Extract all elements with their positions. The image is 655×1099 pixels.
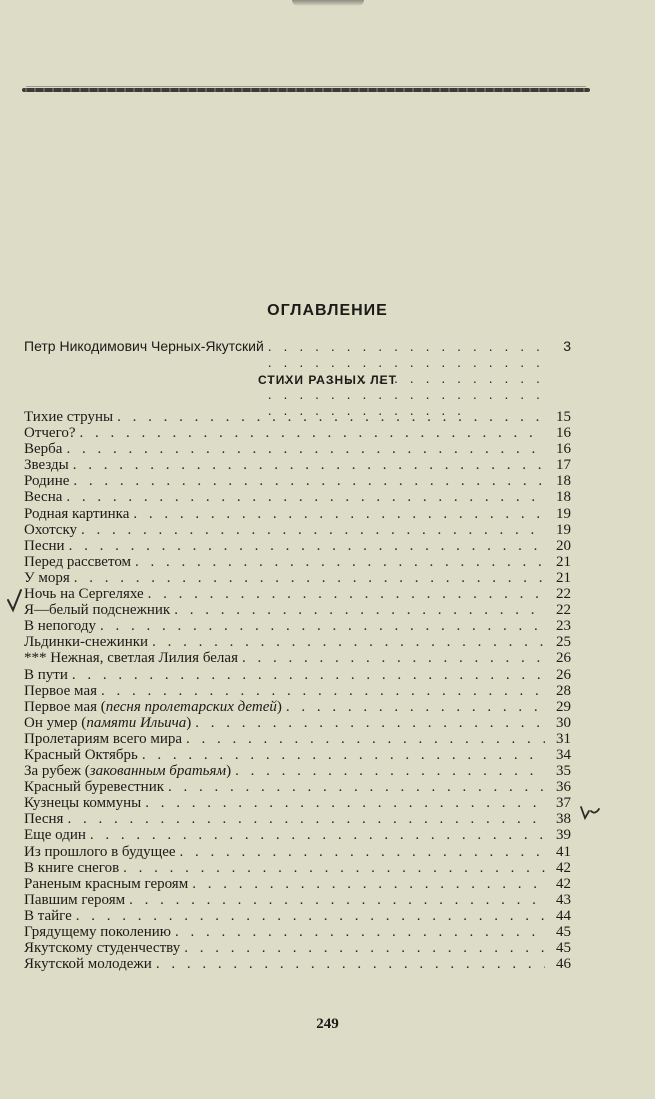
toc-entry-page: 31 <box>556 730 571 747</box>
toc-entry-title: Красный Октябрь <box>24 746 138 763</box>
dot-leader <box>235 763 545 779</box>
toc-entry-title: Он умер (памяти Ильича) <box>24 714 192 731</box>
dot-leader <box>135 554 545 570</box>
toc-entry-title: Охотску <box>24 521 78 538</box>
toc-entry <box>24 570 571 586</box>
dot-leader <box>73 473 545 489</box>
toc-entry-title: Родная картинка <box>24 505 130 522</box>
toc-entry-page: 19 <box>556 521 571 538</box>
dot-leader <box>145 795 545 811</box>
toc-entry <box>24 940 571 956</box>
dot-leader <box>73 457 545 473</box>
toc-list <box>24 409 571 972</box>
toc-entry-title: У моря <box>24 569 70 586</box>
toc-entry-title: В книге снегов <box>24 859 120 876</box>
dot-leader <box>186 731 545 747</box>
toc-entry-title: Раненым красным героям <box>24 875 189 892</box>
dot-leader <box>168 779 545 795</box>
toc-entry-page: 25 <box>556 634 571 651</box>
toc-entry-page: 39 <box>556 827 571 844</box>
toc-entry-page: 45 <box>556 924 571 940</box>
dot-leader <box>184 940 545 956</box>
toc-entry-title: Якутской молодежи <box>24 956 152 973</box>
toc-entry-page: 22 <box>556 586 571 603</box>
dot-leader <box>192 876 545 892</box>
toc-entry-title: Кузнецы коммуны <box>24 795 142 812</box>
dot-leader <box>123 860 545 876</box>
toc-entry-title: Я—белый подснежник <box>24 602 171 619</box>
toc-entry-title: Пролетариям всего мира <box>24 730 183 747</box>
dot-leader <box>81 522 545 538</box>
dot-leader <box>142 747 545 763</box>
toc-entry-page: 16 <box>556 441 571 458</box>
toc-entry-subtitle: закованным братьям <box>89 763 227 780</box>
toc-entry <box>24 779 571 795</box>
toc-entry-page: 37 <box>556 795 571 812</box>
toc-entry-title: Песни <box>24 537 65 554</box>
toc-entry <box>24 506 571 522</box>
toc-entry-page: 18 <box>556 473 571 490</box>
toc-entry-title: Из прошлого в будущее <box>24 843 176 860</box>
dot-leader <box>74 570 545 586</box>
toc-entry <box>24 489 571 505</box>
toc-entry-page: 28 <box>556 682 571 699</box>
dot-leader <box>90 827 545 843</box>
toc-entry <box>24 763 571 779</box>
rule-shadow <box>26 86 586 87</box>
toc-entry-page: 22 <box>556 602 571 619</box>
toc-entry-page: 45 <box>556 940 571 957</box>
toc-entry-page: 21 <box>556 569 571 586</box>
toc-entry-title: *** Нежная, светлая Лилия белая <box>24 650 238 667</box>
dot-leader <box>66 489 545 505</box>
toc-entry-title: Еще один <box>24 827 86 844</box>
dot-leader <box>148 586 545 602</box>
toc-entry-title: Ночь на Сергеляхе <box>24 586 144 603</box>
toc-entry <box>24 876 571 892</box>
dot-leader <box>242 650 545 666</box>
top-edge-smudge <box>292 0 364 6</box>
toc-entry-title: Звезды <box>24 457 69 474</box>
toc-entry <box>24 618 571 634</box>
toc-entry-page: 41 <box>556 843 571 860</box>
toc-heading: ОГЛАВЛЕНИЕ <box>267 302 388 319</box>
toc-entry-title: Первое мая (песня пролетарских детей) <box>24 698 282 715</box>
toc-entry-title: Льдинки-снежинки <box>24 634 149 651</box>
dot-leader <box>117 409 545 425</box>
toc-entry-page: 26 <box>556 666 571 683</box>
toc-entry-page: 16 <box>556 425 571 442</box>
dot-leader <box>72 667 545 683</box>
toc-entry-page: 44 <box>556 907 571 924</box>
toc-entry-title: Перед рассветом <box>24 553 132 570</box>
toc-entry-page: 43 <box>556 891 571 908</box>
dot-leader <box>175 924 545 940</box>
toc-entry-page: 17 <box>556 457 571 474</box>
toc-entry <box>24 699 571 715</box>
toc-entry-title: Грядущему поколению <box>24 924 171 940</box>
toc-entry <box>24 554 571 570</box>
dot-leader <box>66 441 545 457</box>
toc-entry-page: 19 <box>556 505 571 522</box>
toc-entry <box>24 586 571 602</box>
toc-entry <box>24 683 571 699</box>
page-number: 249 <box>316 1016 339 1032</box>
toc-entry <box>24 892 571 908</box>
dot-leader <box>76 908 545 924</box>
toc-entry-page: 38 <box>556 811 571 828</box>
toc-entry-title: Отчего? <box>24 425 76 442</box>
toc-entry-page: 29 <box>556 698 571 715</box>
toc-entry-title: Якутскому студенчеству <box>24 940 181 957</box>
toc-entry <box>24 795 571 811</box>
toc-entry-page: 46 <box>556 956 571 973</box>
toc-entry-page: 18 <box>556 489 571 506</box>
toc-entry <box>24 860 571 876</box>
toc-entry <box>24 715 571 731</box>
toc-entry-title: В пути <box>24 666 68 683</box>
toc-entry <box>24 924 571 940</box>
toc-entry <box>24 747 571 763</box>
dot-leader <box>133 506 545 522</box>
toc-entry <box>24 441 571 457</box>
toc-entry-title: Весна <box>24 489 63 506</box>
toc-entry-title: Красный буревестник <box>24 779 165 796</box>
dot-leader <box>69 538 545 554</box>
toc-entry <box>24 538 571 554</box>
header-rule <box>22 88 590 92</box>
toc-entry-page: 20 <box>556 537 571 554</box>
toc-entry-page: 26 <box>556 650 571 667</box>
pencil-check-icon <box>6 588 26 614</box>
toc-entry-subtitle: памяти Ильича <box>86 714 187 731</box>
toc-entry-page: 42 <box>556 875 571 892</box>
toc-entry-title: Песня <box>24 811 64 828</box>
dot-leader <box>174 602 545 618</box>
dot-leader <box>152 634 545 650</box>
dot-leader <box>129 892 545 908</box>
toc-entry-page: 15 <box>556 409 571 425</box>
dot-leader <box>80 425 545 441</box>
toc-entry <box>24 908 571 924</box>
toc-entry <box>24 844 571 860</box>
toc-entry-title: За рубеж (закованным братьям) <box>24 763 232 780</box>
toc-entry-title: Павшим героям <box>24 891 126 908</box>
dot-leader <box>101 683 545 699</box>
toc-entry <box>24 409 571 425</box>
toc-entry-page: 21 <box>556 553 571 570</box>
dot-leader <box>67 811 545 827</box>
toc-entry-page: 35 <box>556 763 571 780</box>
toc-entry <box>24 457 571 473</box>
toc-entry <box>24 634 571 650</box>
dot-leader <box>100 618 545 634</box>
toc-entry-title: Родине <box>24 473 70 490</box>
toc-entry-subtitle: песня пролетарских детей <box>105 698 277 715</box>
toc-entry-page: 34 <box>556 746 571 763</box>
toc-entry-title: Тихие струны <box>24 409 114 425</box>
toc-entry <box>24 473 571 489</box>
dot-leader <box>195 715 545 731</box>
toc-entry-page: 30 <box>556 714 571 731</box>
toc-entry <box>24 811 571 827</box>
pencil-check-icon <box>579 803 601 823</box>
toc-entry <box>24 650 571 666</box>
dot-leader <box>286 699 545 715</box>
toc-entry <box>24 522 571 538</box>
toc-entry-title: В тайге <box>24 907 72 924</box>
toc-entry <box>24 731 571 747</box>
toc-entry-title: Первое мая <box>24 682 98 699</box>
toc-entry <box>24 827 571 843</box>
author-entry-page: 3 <box>563 338 571 354</box>
dot-leader <box>156 956 545 972</box>
toc-entry <box>24 956 571 972</box>
toc-entry <box>24 602 571 618</box>
toc-entry-page: 42 <box>556 859 571 876</box>
dot-leader <box>180 844 545 860</box>
author-entry-title: Петр Никодимович Черных-Якутский <box>24 338 264 354</box>
toc-entry <box>24 667 571 683</box>
section-heading: СТИХИ РАЗНЫХ ЛЕТ <box>258 373 397 387</box>
toc-entry-page: 36 <box>556 779 571 796</box>
toc-entry-page: 23 <box>556 618 571 635</box>
toc-entry <box>24 425 571 441</box>
toc-entry-title: Верба <box>24 441 63 458</box>
toc-entry-title: В непогоду <box>24 618 96 635</box>
